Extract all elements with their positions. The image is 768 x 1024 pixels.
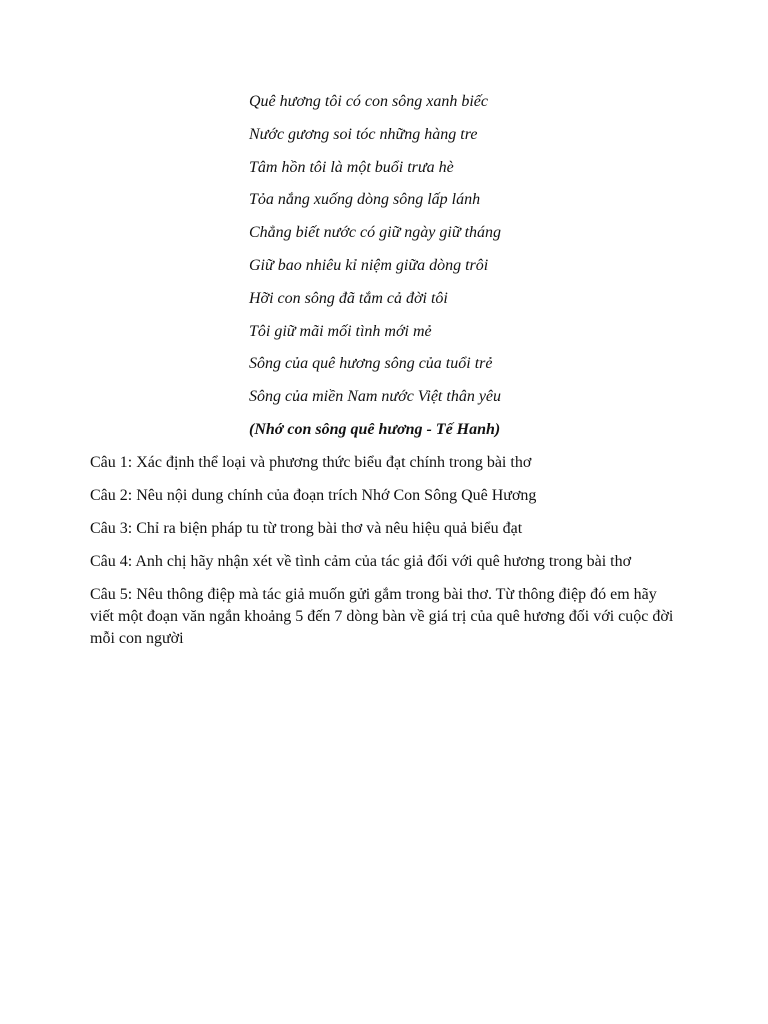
poem-line: Chẳng biết nước có giữ ngày giữ tháng [249,224,502,242]
question-list [90,452,680,661]
question-5: Câu 5: Nêu thông điệp mà tác giả muốn gửi gắm trong bài thơ. Từ thông điệp đó em hãy viết một đoạn văn ngắn khoảng 5 đến 7 dòng bàn về giá trị của quê hương đối với cuộc đời mỗi con người [90,586,674,647]
question-3: Câu 3: Chỉ ra biện pháp tu từ trong bài thơ và nêu hiệu quả biểu đạt [90,520,523,537]
poem-line: Tôi giữ mãi mối tình mới mẻ [249,322,432,340]
question-1: Câu 1: Xác định thể loại và phương thức biểu đạt chính trong bài thơ [90,454,532,471]
poem-source: (Nhớ con sông quê hương - Tế Hanh) [249,420,501,438]
poem-line: Hỡi con sông đã tắm cả đời tôi [249,289,448,307]
poem-line: Giữ bao nhiêu kỉ niệm giữa dòng trôi [249,256,489,274]
question-2: Câu 2: Nêu nội dung chính của đoạn trích Nhớ Con Sông Quê Hương [90,487,537,504]
poem-line: Quê hương tôi có con sông xanh biếc [249,93,488,110]
poem-line: Tỏa nắng xuống dòng sông lấp lánh [249,191,481,209]
poem-line: Sông của miền Nam nước Việt thân yêu [249,388,502,406]
poem-line: Tâm hồn tôi là một buổi trưa hè [249,158,454,176]
poem-block [249,91,709,441]
poem-line: Sông của quê hương sông của tuổi trẻ [249,355,493,373]
poem-line: Nước gương soi tóc những hàng tre [249,125,478,143]
question-4: Câu 4: Anh chị hãy nhận xét về tình cảm của tác giả đối với quê hương trong bài thơ [90,553,632,570]
